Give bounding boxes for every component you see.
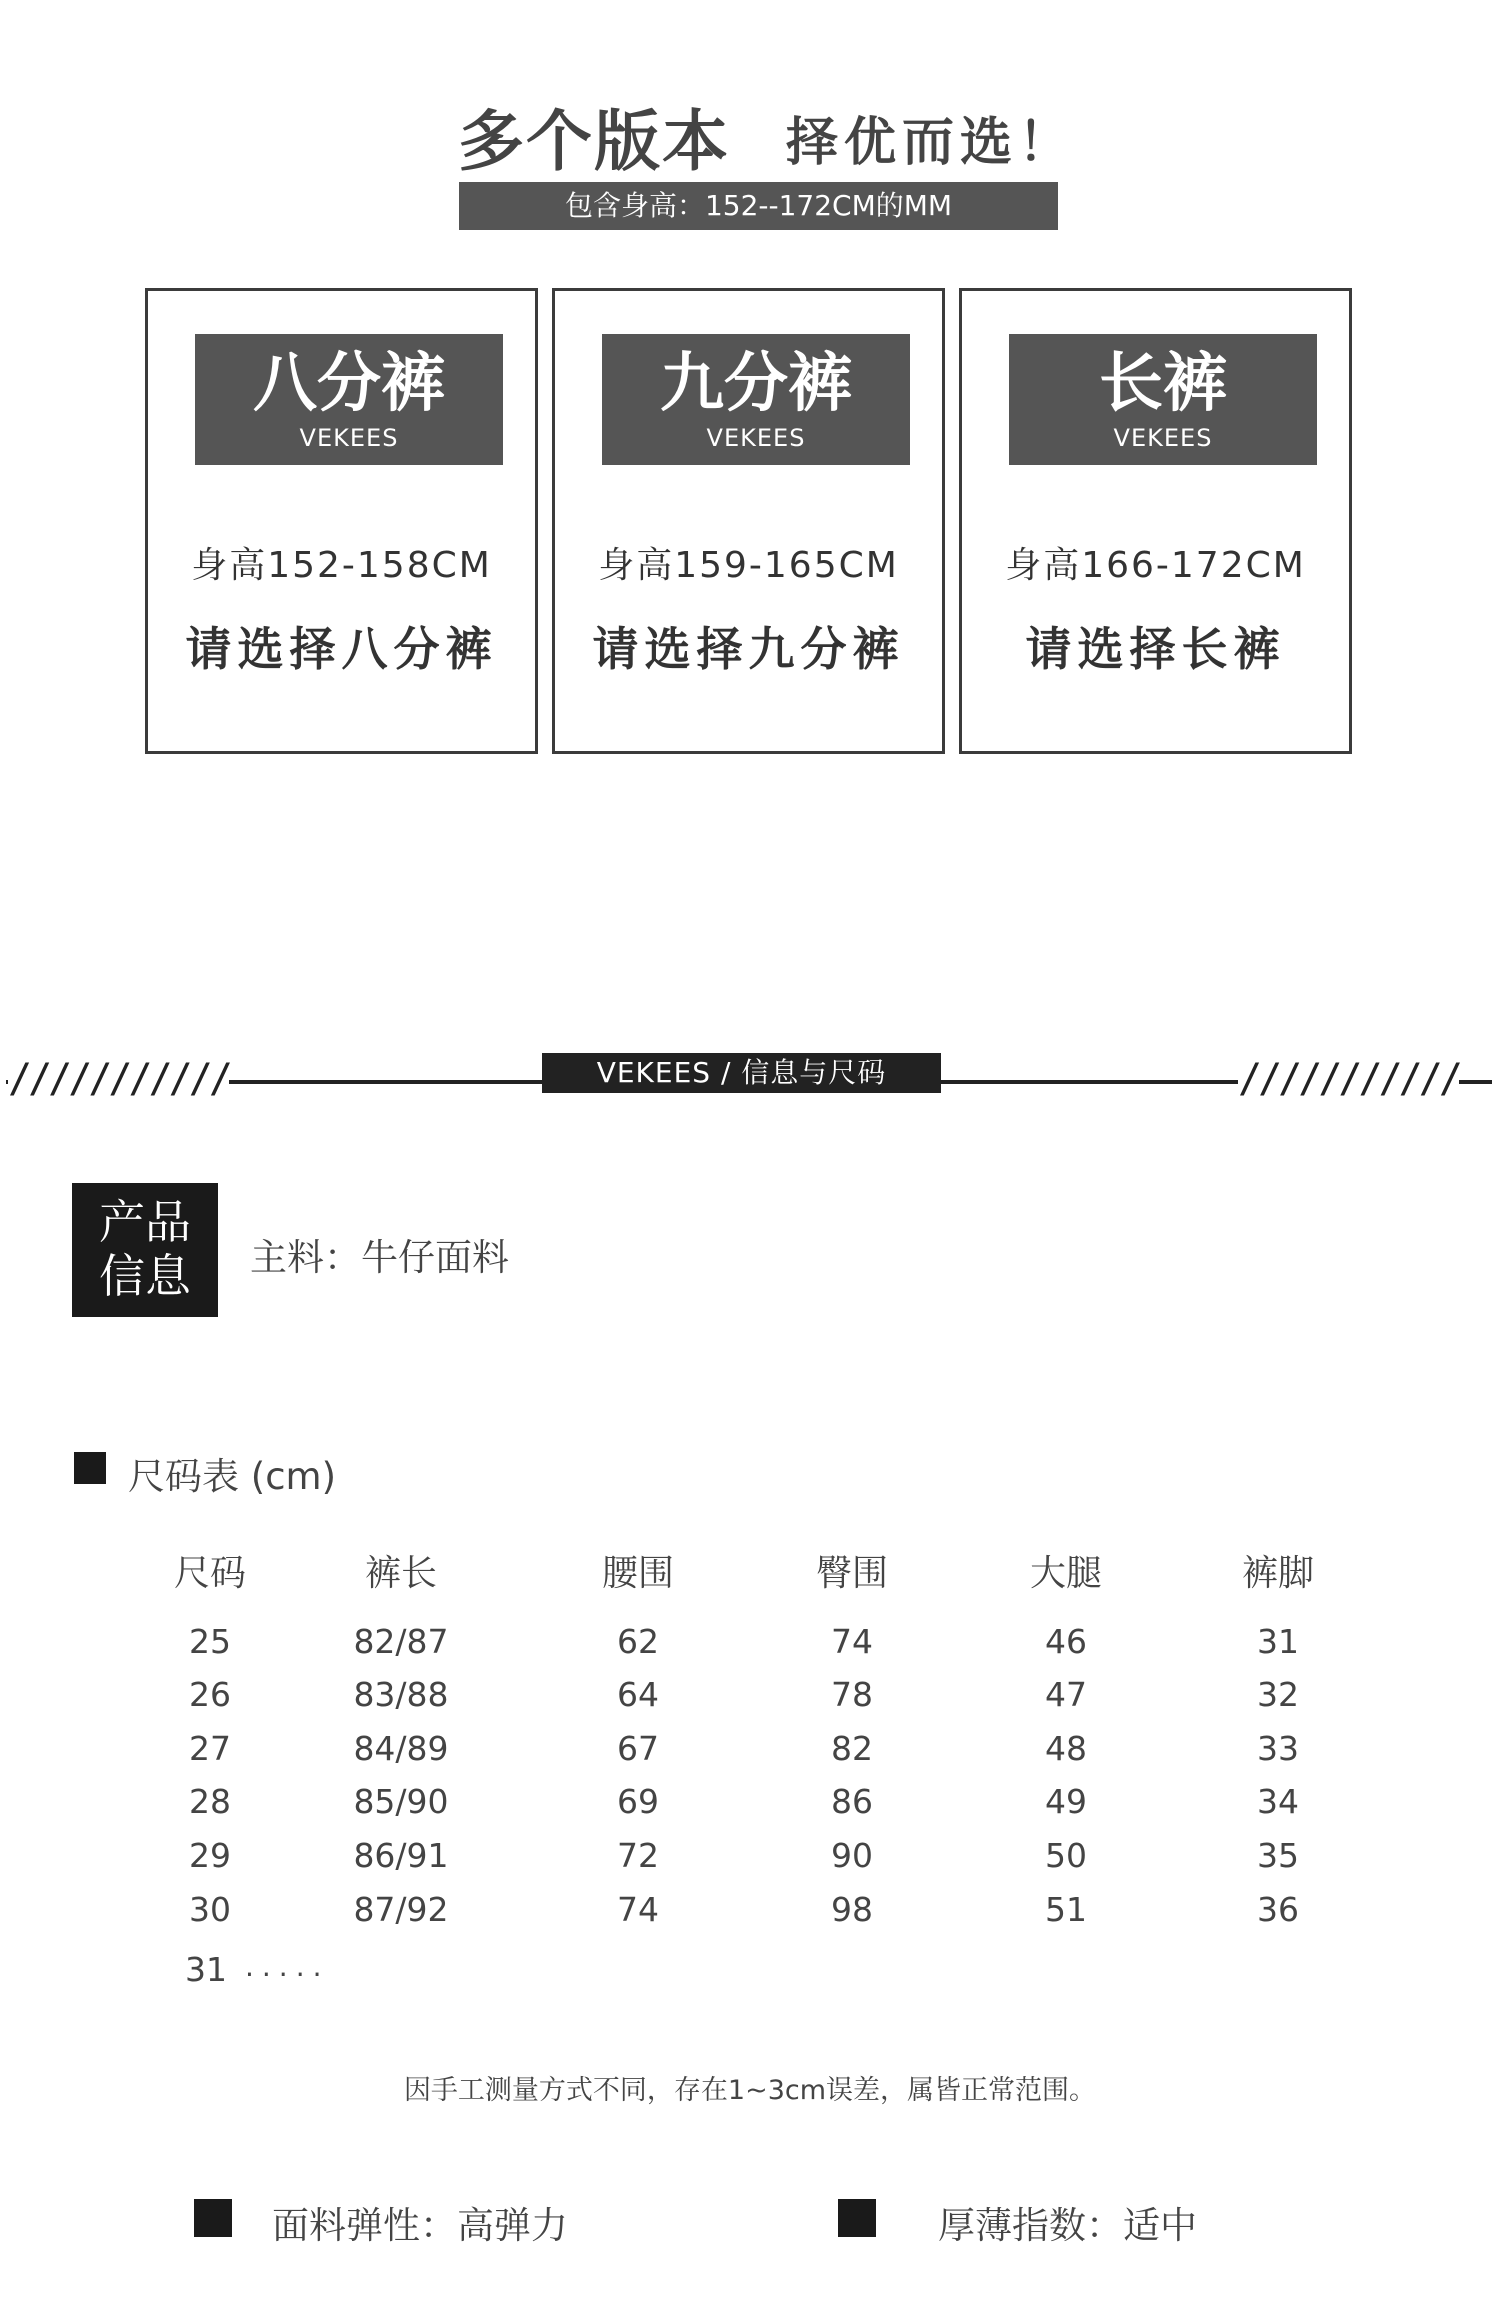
table-cell: 83/88: [353, 1675, 449, 1714]
version-brand: VEKEES: [299, 424, 399, 452]
headline-subtitle: 择优而选！: [786, 113, 1077, 173]
table-cell: 67: [617, 1729, 659, 1768]
table-cell: 29: [189, 1836, 231, 1875]
version-height: 身高159-165CM: [598, 545, 899, 586]
height-range-bar: 包含身高：152--172CM的MM: [459, 182, 1058, 230]
divider-hatch-right: ///////////: [1238, 1056, 1459, 1102]
table-cell: 46: [1045, 1622, 1087, 1661]
square-bullet-icon: [194, 2199, 232, 2237]
table-cell: 34: [1257, 1782, 1299, 1821]
section-divider-label: VEKEES / 信息与尺码: [542, 1053, 941, 1093]
table-cell: 74: [831, 1622, 873, 1661]
table-cell: 90: [831, 1836, 873, 1875]
table-cell: 48: [1045, 1729, 1087, 1768]
table-cell: 69: [617, 1782, 659, 1821]
version-choose-text: 请选择八分裤: [185, 622, 498, 676]
more-size-label: 31: [185, 1950, 227, 1989]
table-cell: 31: [1257, 1622, 1299, 1661]
fabric-elasticity: 面料弹性：高弹力: [272, 2204, 568, 2247]
table-header: 腰围: [601, 1553, 674, 1594]
version-card-header: [1009, 334, 1317, 465]
measurement-note: 因手工测量方式不同，存在1~3cm误差，属皆正常范围。: [403, 2075, 1097, 2106]
version-card-ninth: [552, 288, 945, 754]
table-cell: 86: [831, 1782, 873, 1821]
table-cell: 87/92: [353, 1890, 449, 1929]
version-height: 身高152-158CM: [191, 545, 492, 586]
thickness-index: 厚薄指数：适中: [938, 2204, 1197, 2247]
table-header: 大腿: [1029, 1553, 1102, 1594]
table-cell: 27: [189, 1729, 231, 1768]
version-choose-text: 请选择九分裤: [592, 622, 905, 676]
table-cell: 26: [189, 1675, 231, 1714]
table-cell: 82/87: [353, 1622, 449, 1661]
divider-hatch-left: ///////////: [8, 1056, 229, 1102]
table-cell: 64: [617, 1675, 659, 1714]
version-height: 身高166-172CM: [1005, 545, 1306, 586]
table-cell: 28: [189, 1782, 231, 1821]
table-cell: 50: [1045, 1836, 1087, 1875]
table-cell: 78: [831, 1675, 873, 1714]
table-cell: 33: [1257, 1729, 1299, 1768]
table-cell: 32: [1257, 1675, 1299, 1714]
product-info-badge-line2: 信息: [99, 1249, 191, 1303]
version-card-eighth: [145, 288, 538, 754]
size-table-title: 尺码表 (cm): [128, 1455, 337, 1498]
main-material: 主料：牛仔面料: [250, 1236, 509, 1279]
table-cell: 30: [189, 1890, 231, 1929]
table-cell: 51: [1045, 1890, 1087, 1929]
table-header: 裤长: [364, 1553, 437, 1594]
table-cell: 25: [189, 1622, 231, 1661]
version-brand: VEKEES: [1113, 424, 1213, 452]
version-brand: VEKEES: [706, 424, 806, 452]
table-header: 尺码: [173, 1553, 246, 1594]
version-card-header: [602, 334, 910, 465]
table-cell: 98: [831, 1890, 873, 1929]
table-cell: 49: [1045, 1782, 1087, 1821]
version-name: 长裤: [1099, 347, 1227, 421]
table-cell: 84/89: [353, 1729, 449, 1768]
table-cell: 35: [1257, 1836, 1299, 1875]
table-cell: 86/91: [353, 1836, 449, 1875]
table-cell: 85/90: [353, 1782, 449, 1821]
table-header: 臀围: [815, 1553, 888, 1594]
version-card-header: [195, 334, 503, 465]
table-header: 裤脚: [1241, 1553, 1314, 1594]
square-bullet-icon: [838, 2199, 876, 2237]
square-bullet-icon: [74, 1452, 106, 1484]
product-info-badge: [72, 1183, 218, 1317]
headline-title: 多个版本: [458, 103, 730, 180]
version-name: 八分裤: [253, 347, 445, 421]
version-name: 九分裤: [660, 347, 852, 421]
table-cell: 36: [1257, 1890, 1299, 1929]
table-cell: 72: [617, 1836, 659, 1875]
product-info-badge-line1: 产品: [99, 1195, 191, 1249]
version-card-full: [959, 288, 1352, 754]
version-choose-text: 请选择长裤: [1025, 622, 1286, 676]
more-size-dots: .....: [245, 1950, 330, 1983]
table-cell: 47: [1045, 1675, 1087, 1714]
table-cell: 74: [617, 1890, 659, 1929]
table-cell: 82: [831, 1729, 873, 1768]
table-cell: 62: [617, 1622, 659, 1661]
